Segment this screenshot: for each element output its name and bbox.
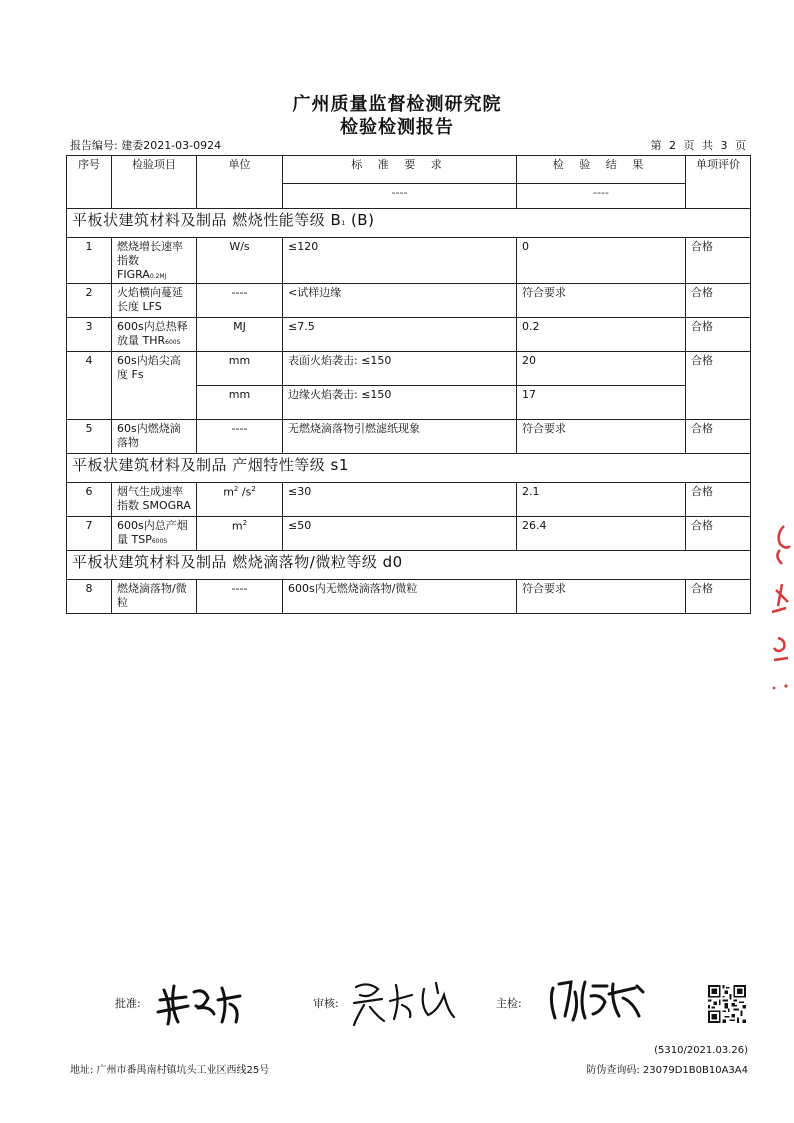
result-dash: ---- [517, 183, 686, 208]
item-cell: 600s内总产烟量 TSP600S [112, 517, 197, 551]
header-requirement: 标 准 要 求 [283, 156, 517, 184]
report-number: 报告编号: 建委2021-03-0924 [70, 139, 222, 152]
unit-cell: $m^2$ $/s^2$ [197, 483, 283, 517]
item-cell: 燃烧增长速率指数 FIGRA0.2MJ [112, 238, 197, 284]
table-row: 2 火焰横向蔓延长度 LFS ---- <试样边缘 符合要求 合格 [67, 284, 751, 318]
table-row: 7 600s内总产烟量 TSP600S $m^2$ ≤50 26.4 合格 [67, 517, 751, 551]
table-row: 8 燃烧滴落物/微粒 ---- 600s内无燃烧滴落物/微粒 符合要求 合格 [67, 580, 751, 614]
approve-label: 批准: [115, 997, 141, 1010]
unit-cell: $m^2$ [197, 517, 283, 551]
group-title: 平板状建筑材料及制品 燃烧性能等级 B1 (B) [67, 209, 751, 238]
inspect-label: 主检: [496, 997, 522, 1010]
header-result: 检 验 结 果 [517, 156, 686, 184]
header-seq: 序号 [67, 156, 112, 209]
group-title: 平板状建筑材料及制品 燃烧滴落物/微粒等级 d0 [67, 551, 751, 580]
table-row: 1 燃烧增长速率指数 FIGRA0.2MJ W/s ≤120 0 合格 [67, 238, 751, 284]
table-row: 5 60s内燃烧滴落物 ---- 无燃烧滴落物引燃滤纸现象 符合要求 合格 [67, 420, 751, 454]
institute-name: 广州质量监督检测研究院 [292, 94, 502, 115]
table-row: 4 60s内焰尖高度 Fs mm 表面火焰袭击: ≤150 20 合格 [67, 352, 751, 386]
address: 地址: 广州市番禺南村镇坑头工业区西线25号 [70, 1065, 270, 1076]
report-title: 检验检测报告 [340, 117, 454, 138]
table-row: 6 烟气生成速率指数 SMOGRA $m^2$ $/s^2$ ≤30 2.1 合格 [67, 483, 751, 517]
qr-code[interactable] [708, 985, 746, 1023]
report-code-date: (5310/2021.03.26) [654, 1045, 748, 1056]
item-cell: 600s内总热释放量 THR600S [112, 318, 197, 352]
inspection-table [66, 155, 751, 614]
approve-signature [150, 978, 255, 1028]
group-title: 平板状建筑材料及制品 产烟特性等级 s1 [67, 454, 751, 483]
requirement-dash: ---- [283, 183, 517, 208]
review-label: 审核: [313, 997, 339, 1010]
table-row: 3 600s内总热释放量 THR600S MJ ≤7.5 0.2 合格 [67, 318, 751, 352]
inspect-signature [545, 974, 655, 1026]
page-info: 第 2 页 共 3 页 [650, 139, 746, 152]
header-evaluation: 单项评价 [686, 156, 751, 209]
stamp-mark [762, 520, 794, 700]
header-item: 检验项目 [112, 156, 197, 209]
table-row: mm 边缘火焰袭击: ≤150 17 [67, 386, 751, 420]
review-signature [350, 975, 465, 1030]
header-unit: 单位 [197, 156, 283, 209]
anti-fake-code: 防伪查询码: 23079D1B0B10A3A4 [586, 1065, 748, 1076]
